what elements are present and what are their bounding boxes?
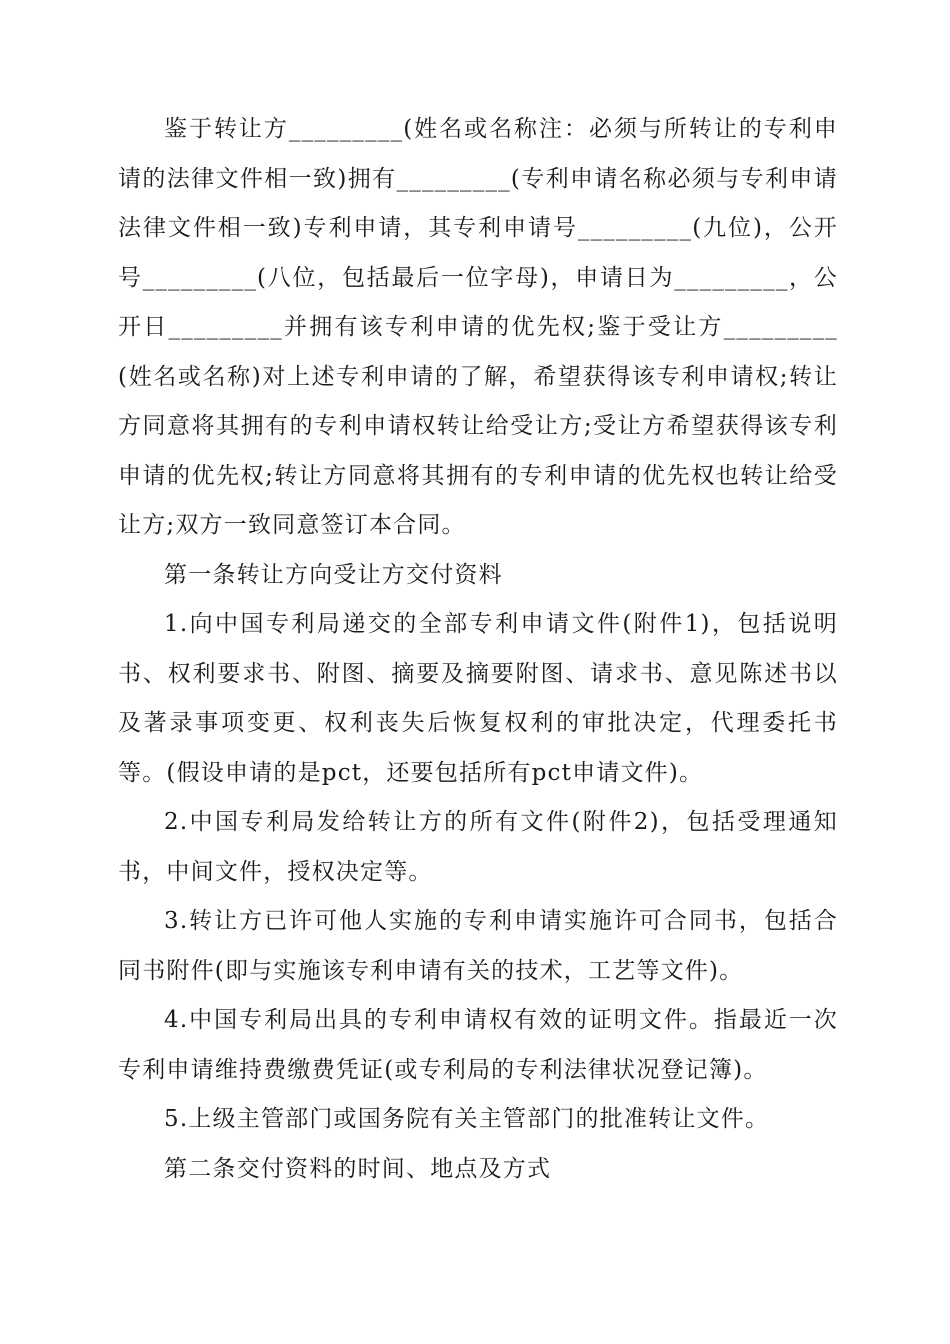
preamble-paragraph: 鉴于转让方_________(姓名或名称注：必须与所转让的专利申请的法律文件相一致)拥有_________(专利申请名称必须与专利申请法律文件相一致)专利申请，其专利申请号_________(九位)，公开号_________(八位，包括最后一位字母)，申请日为_________，公开日_________并拥有该专利申请的优先权;鉴于受让方_________(姓名或名称)对上述专利申请的了解，希望获得该专利申请权;转让方同意将其拥有的专利申请权转让给受让方;受让方希望获得该专利申请的优先权;转让方同意将其拥有的专利申请的优先权也转让给受让方;双方一致同意签订本合同。: [118, 116, 838, 538]
list-item-3: 3.转让方已许可他人实施的专利申请实施许可合同书，包括合同书附件(即与实施该专利申请有关的技术，工艺等文件)。: [118, 908, 838, 984]
list-item-2: 2.中国专利局发给转让方的所有文件(附件2)，包括受理通知书，中间文件，授权决定等。: [118, 809, 838, 885]
list-item-1: 1.向中国专利局递交的全部专利申请文件(附件1)，包括说明书、权利要求书、附图、摘要及摘要附图、请求书、意见陈述书以及著录事项变更、权利丧失后恢复权利的审批决定，代理委托书等。(假设申请的是pct，还要包括所有pct申请文件)。: [118, 611, 838, 786]
document-body: [118, 105, 838, 1194]
article-two-heading: 第二条交付资料的时间、地点及方式: [164, 1155, 552, 1182]
list-item-5: 5.上级主管部门或国务院有关主管部门的批准转让文件。: [164, 1106, 770, 1132]
list-item-4: 4.中国专利局出具的专利申请权有效的证明文件。指最近一次专利申请维持费缴费凭证(或专利局的专利法律状况登记簿)。: [118, 1007, 838, 1083]
article-one-heading: 第一条转让方向受让方交付资料: [164, 561, 503, 588]
